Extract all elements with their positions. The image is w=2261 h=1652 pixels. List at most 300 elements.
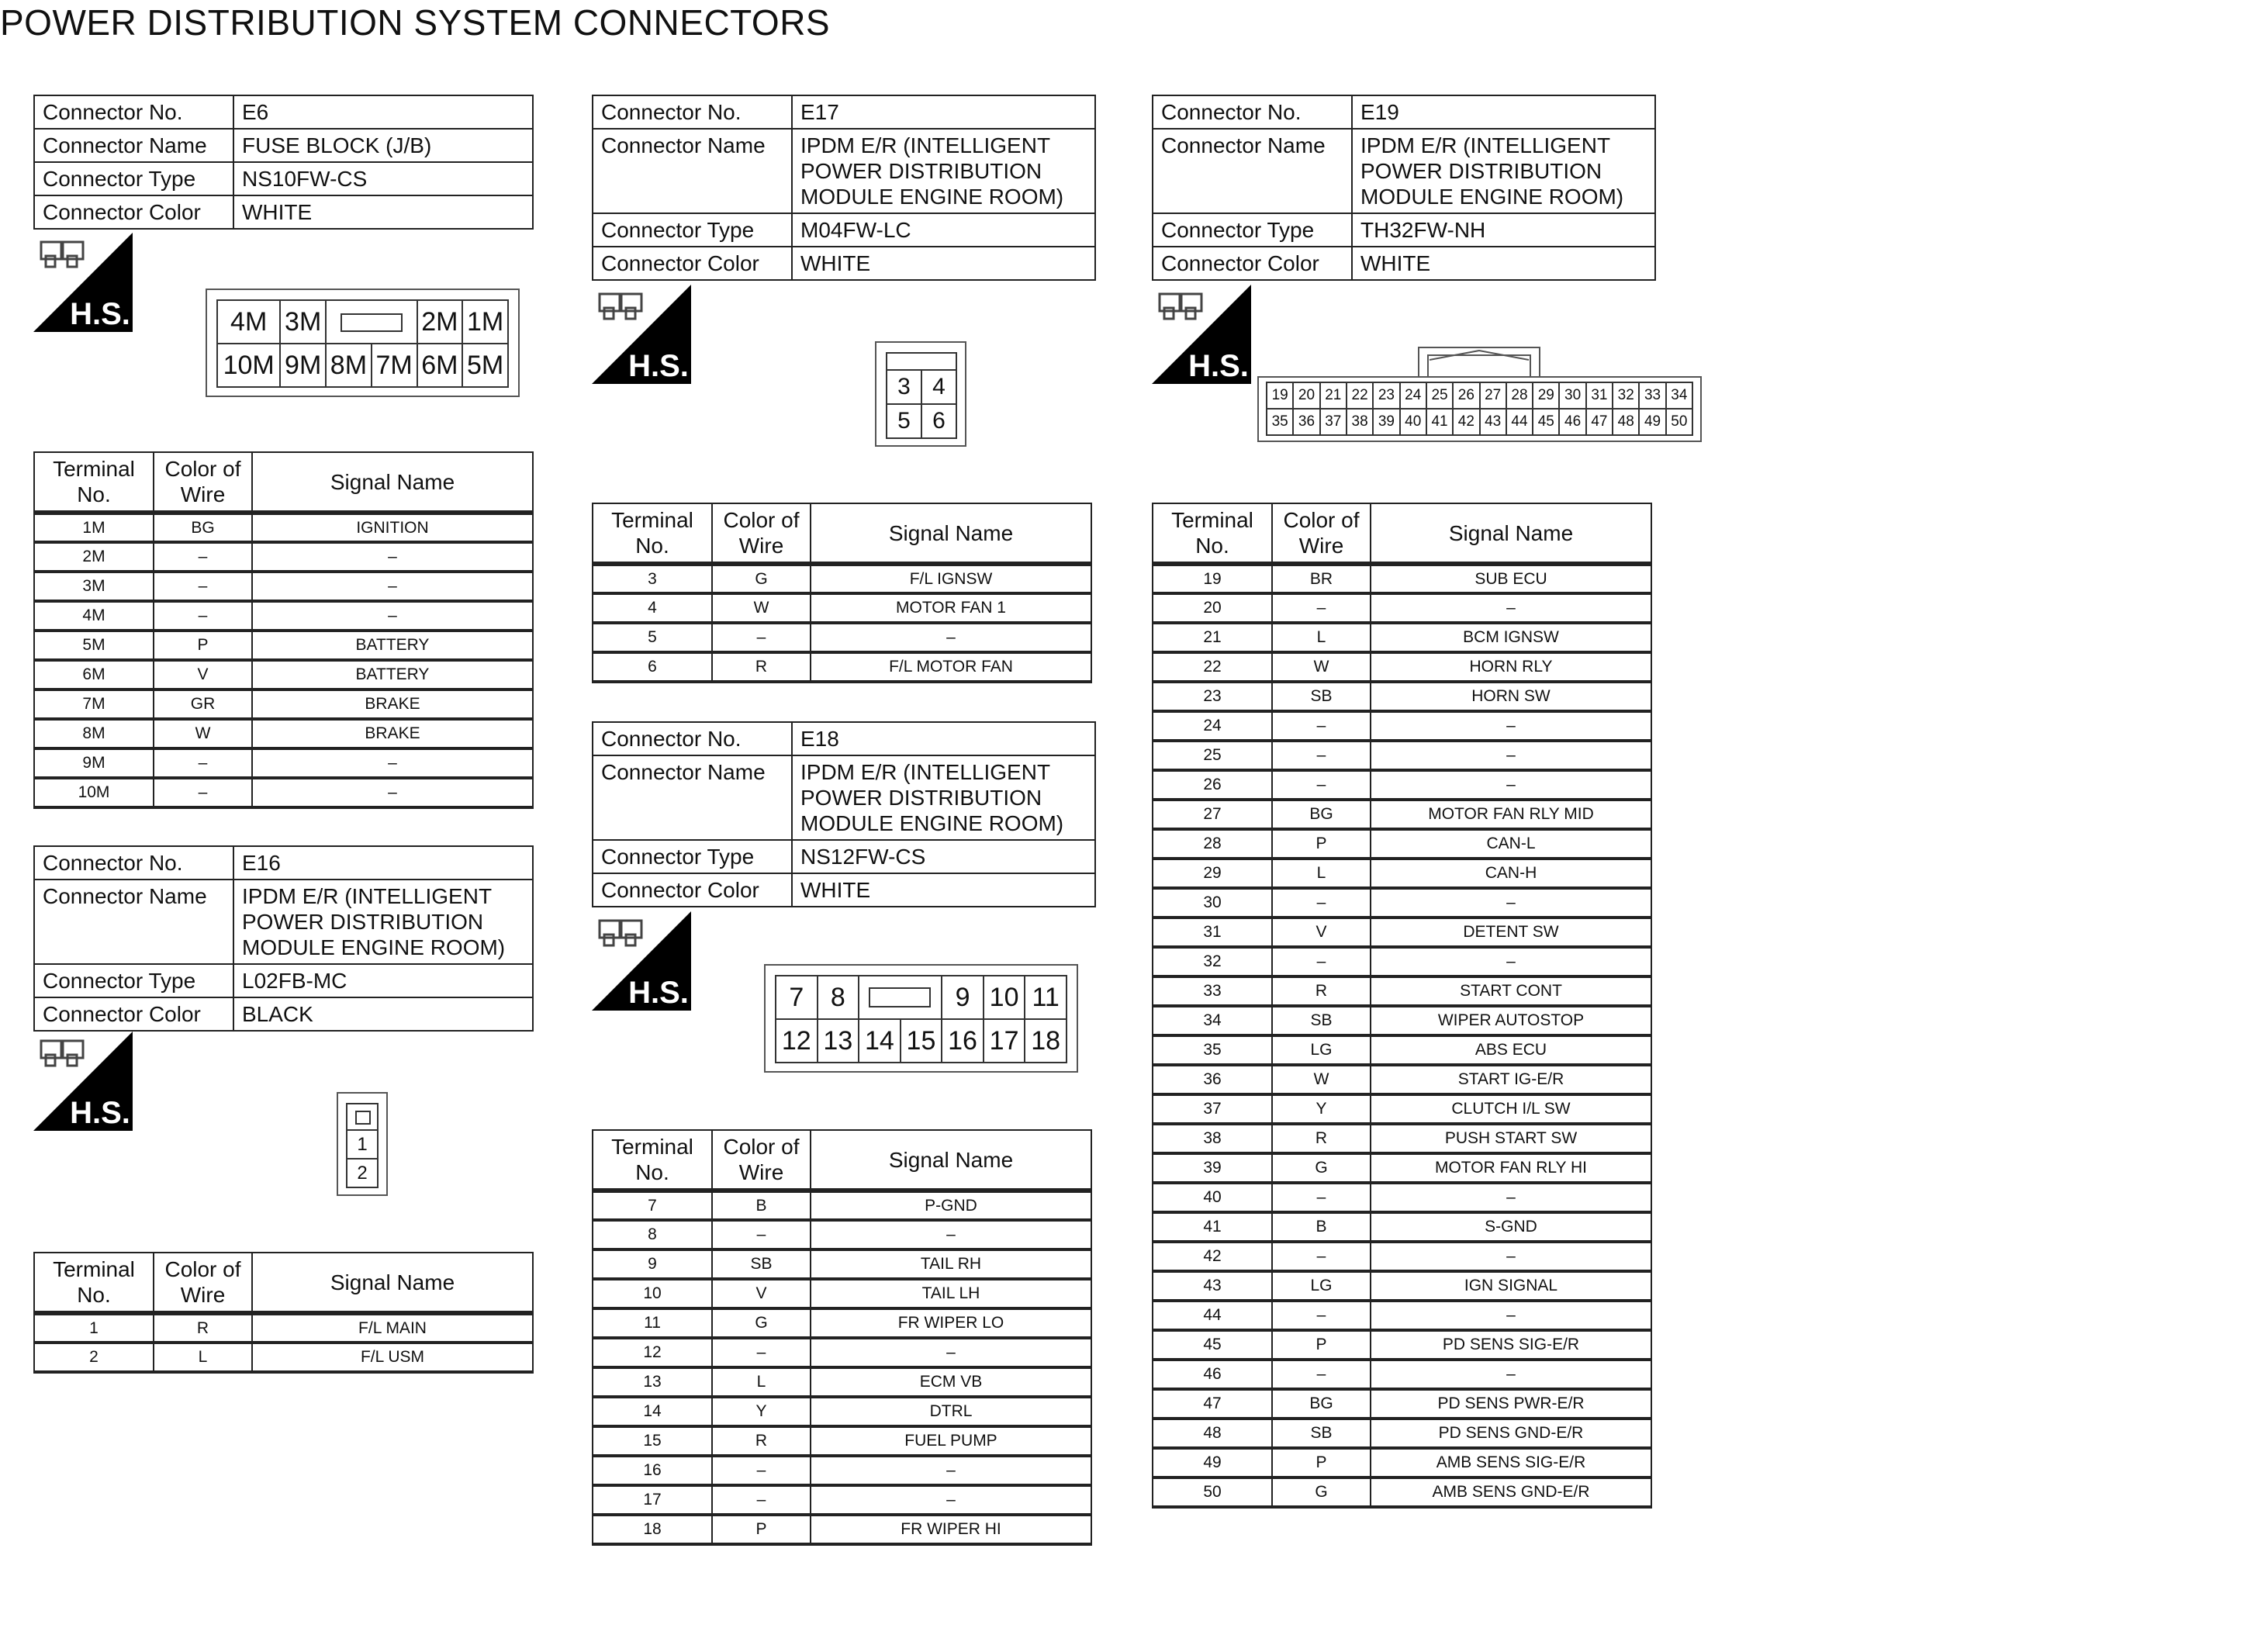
table-row xyxy=(1153,1094,1651,1124)
svg-text:H.S.: H.S. xyxy=(1188,349,1249,383)
signal-name: – xyxy=(1371,741,1651,770)
table-row xyxy=(34,1343,533,1372)
wire-color: R xyxy=(1272,1124,1371,1153)
terminal-no: 16 xyxy=(593,1456,712,1485)
terminal-no: 22 xyxy=(1153,652,1272,682)
wire-color: V xyxy=(1272,918,1371,947)
pin: 6M xyxy=(417,344,463,387)
table-row xyxy=(1153,652,1651,682)
signal-name: – xyxy=(1371,770,1651,800)
connector-name: IPDM E/R (INTELLIGENT POWER DISTRIBUTION MODULE ENGINE ROOM) xyxy=(1352,129,1655,213)
table-row xyxy=(1153,770,1651,800)
wire-color: B xyxy=(1272,1212,1371,1242)
connector-color: WHITE xyxy=(792,873,1095,907)
wire-color: – xyxy=(712,1456,811,1485)
wire-color: BG xyxy=(154,513,252,542)
pin: 40 xyxy=(1400,409,1426,435)
pin: 23 xyxy=(1373,382,1399,409)
terminal-no: 39 xyxy=(1153,1153,1272,1183)
wire-color: – xyxy=(1272,888,1371,918)
table-row xyxy=(1153,859,1651,888)
table-row xyxy=(1153,564,1651,593)
pin: 29 xyxy=(1533,382,1559,409)
signal-name: TAIL LH xyxy=(811,1279,1091,1308)
connector-no: E17 xyxy=(792,95,1095,129)
pin: 9M xyxy=(280,344,326,387)
terminal-no: 15 xyxy=(593,1426,712,1456)
terminal-no: 45 xyxy=(1153,1330,1272,1360)
table-row xyxy=(34,1313,533,1343)
wire-color: – xyxy=(712,623,811,652)
signal-name: – xyxy=(811,1456,1091,1485)
signal-name: FUEL PUMP xyxy=(811,1426,1091,1456)
signal-name: – xyxy=(811,1485,1091,1515)
connector-latch xyxy=(859,976,942,1019)
pin: 50 xyxy=(1666,409,1692,435)
pin: 9 xyxy=(942,976,984,1019)
table-row xyxy=(1153,829,1651,859)
table-row xyxy=(34,513,533,542)
table-row xyxy=(593,1456,1091,1485)
pin: 27 xyxy=(1480,382,1506,409)
wire-color-header: Color of Wire xyxy=(712,1130,811,1191)
terminal-no: 29 xyxy=(1153,859,1272,888)
terminal-no: 33 xyxy=(1153,976,1272,1006)
table-row xyxy=(34,689,533,719)
pin: 13 xyxy=(818,1019,859,1063)
terminal-no: 5M xyxy=(34,631,154,660)
signal-name: – xyxy=(252,778,533,807)
signal-name-header: Signal Name xyxy=(1371,503,1651,564)
signal-name: START IG-E/R xyxy=(1371,1065,1651,1094)
signal-name: – xyxy=(252,748,533,778)
table-row xyxy=(34,572,533,601)
wire-color-header: Color of Wire xyxy=(712,503,811,564)
pin: 18 xyxy=(1025,1019,1067,1063)
signal-name: SUB ECU xyxy=(1371,564,1651,593)
wire-color: – xyxy=(1272,947,1371,976)
pin: 1 xyxy=(347,1130,378,1159)
wire-color: LG xyxy=(1272,1035,1371,1065)
signal-name-header: Signal Name xyxy=(811,503,1091,564)
wire-color: – xyxy=(712,1485,811,1515)
wire-color: – xyxy=(1272,741,1371,770)
terminal-no: 12 xyxy=(593,1338,712,1367)
pin: 8 xyxy=(818,976,859,1019)
wire-color: – xyxy=(1272,711,1371,741)
wire-color: G xyxy=(712,564,811,593)
pin: 6 xyxy=(921,404,956,438)
terminal-no: 37 xyxy=(1153,1094,1272,1124)
wire-color: G xyxy=(1272,1477,1371,1507)
table-row xyxy=(1153,1448,1651,1477)
wire-color: SB xyxy=(712,1249,811,1279)
signal-name: FR WIPER LO xyxy=(811,1308,1091,1338)
table-row xyxy=(593,1515,1091,1544)
connector-no: E16 xyxy=(233,846,533,880)
table-row xyxy=(1153,1419,1651,1448)
pin: 19 xyxy=(1267,382,1293,409)
signal-name: – xyxy=(1371,593,1651,623)
signal-name: – xyxy=(1371,1301,1651,1330)
page-title: POWER DISTRIBUTION SYSTEM CONNECTORS xyxy=(0,2,831,43)
pin: 12 xyxy=(776,1019,818,1063)
signal-name: BRAKE xyxy=(252,689,533,719)
signal-name: AMB SENS SIG-E/R xyxy=(1371,1448,1651,1477)
signal-name: BATTERY xyxy=(252,660,533,689)
table-row xyxy=(1153,1271,1651,1301)
terminal-no: 25 xyxy=(1153,741,1272,770)
table-row xyxy=(1153,741,1651,770)
wire-color: BG xyxy=(1272,800,1371,829)
table-row xyxy=(34,748,533,778)
table-row xyxy=(593,1485,1091,1515)
wire-color: P xyxy=(154,631,252,660)
signal-name: CLUTCH I/L SW xyxy=(1371,1094,1651,1124)
wire-color: – xyxy=(1272,770,1371,800)
wire-color: Y xyxy=(1272,1094,1371,1124)
terminal-no: 3M xyxy=(34,572,154,601)
terminal-no: 35 xyxy=(1153,1035,1272,1065)
table-row xyxy=(1153,1183,1651,1212)
terminal-no: 41 xyxy=(1153,1212,1272,1242)
signal-name: DTRL xyxy=(811,1397,1091,1426)
pin: 3M xyxy=(280,300,326,344)
terminal-table-e19 xyxy=(1152,503,1652,1509)
connector-info-e17: Connector No. E17 Connector Name IPDM E/R (INTELLIGENT POWER DISTRIBUTION MODULE ENGINE ROOM) Connector Type M04FW-LC Connector Color WHITE xyxy=(592,95,1096,281)
pin: 42 xyxy=(1453,409,1479,435)
signal-name: BRAKE xyxy=(252,719,533,748)
wire-color: – xyxy=(1272,1301,1371,1330)
wire-color-header: Color of Wire xyxy=(154,1253,252,1313)
pin: 3 xyxy=(887,370,921,404)
table-row xyxy=(593,1308,1091,1338)
terminal-table-e17 xyxy=(592,503,1092,683)
terminal-no: 44 xyxy=(1153,1301,1272,1330)
connector-color: WHITE xyxy=(233,195,533,229)
terminal-no: 8 xyxy=(593,1220,712,1249)
wire-color: V xyxy=(154,660,252,689)
table-row xyxy=(593,1249,1091,1279)
wire-color: G xyxy=(1272,1153,1371,1183)
terminal-no: 42 xyxy=(1153,1242,1272,1271)
svg-text:H.S.: H.S. xyxy=(628,349,689,383)
wire-color: R xyxy=(1272,976,1371,1006)
wire-color: BR xyxy=(1272,564,1371,593)
wire-color: W xyxy=(712,593,811,623)
terminal-table-e18 xyxy=(592,1129,1092,1546)
signal-name: FR WIPER HI xyxy=(811,1515,1091,1544)
wire-color: P xyxy=(712,1515,811,1544)
signal-name: CAN-H xyxy=(1371,859,1651,888)
terminal-no: 50 xyxy=(1153,1477,1272,1507)
table-row xyxy=(1153,1065,1651,1094)
table-row xyxy=(1153,1035,1651,1065)
pin: 45 xyxy=(1533,409,1559,435)
signal-name-header: Signal Name xyxy=(252,1253,533,1313)
connector-face-e17 xyxy=(875,341,966,447)
table-row xyxy=(1153,623,1651,652)
wire-color: – xyxy=(1272,1242,1371,1271)
terminal-no: 6 xyxy=(593,652,712,682)
signal-name: PD SENS PWR-E/R xyxy=(1371,1389,1651,1419)
pin: 4 xyxy=(921,370,956,404)
connector-face-e16 xyxy=(337,1092,388,1196)
table-row xyxy=(593,652,1091,682)
pin: 26 xyxy=(1453,382,1479,409)
wire-color: – xyxy=(712,1338,811,1367)
terminal-no: 19 xyxy=(1153,564,1272,593)
connector-no: E6 xyxy=(233,95,533,129)
connector-name: FUSE BLOCK (J/B) xyxy=(233,129,533,162)
wire-color: R xyxy=(154,1313,252,1343)
table-row xyxy=(1153,1242,1651,1271)
wire-color-header: Color of Wire xyxy=(154,452,252,513)
pin: 39 xyxy=(1373,409,1399,435)
signal-name: PD SENS SIG-E/R xyxy=(1371,1330,1651,1360)
table-row xyxy=(593,1279,1091,1308)
pin: 25 xyxy=(1426,382,1453,409)
table-row xyxy=(1153,1124,1651,1153)
connector-type: M04FW-LC xyxy=(792,213,1095,247)
terminal-no: 48 xyxy=(1153,1419,1272,1448)
terminal-no: 13 xyxy=(593,1367,712,1397)
wire-color: W xyxy=(1272,1065,1371,1094)
signal-name: AMB SENS GND-E/R xyxy=(1371,1477,1651,1507)
wire-color: L xyxy=(1272,859,1371,888)
signal-name: ABS ECU xyxy=(1371,1035,1651,1065)
pin: 35 xyxy=(1267,409,1293,435)
wire-color: B xyxy=(712,1191,811,1220)
wire-color: – xyxy=(1272,1183,1371,1212)
wire-color: V xyxy=(712,1279,811,1308)
hs-badge xyxy=(592,285,691,384)
table-row xyxy=(593,1367,1091,1397)
connector-info-e19: Connector No. E19 Connector Name IPDM E/R (INTELLIGENT POWER DISTRIBUTION MODULE ENGINE ROOM) Connector Type TH32FW-NH Connector Color WHITE xyxy=(1152,95,1656,281)
terminal-no: 27 xyxy=(1153,800,1272,829)
pin: 47 xyxy=(1586,409,1613,435)
table-row xyxy=(593,1426,1091,1456)
pin: 46 xyxy=(1559,409,1585,435)
wire-color: L xyxy=(712,1367,811,1397)
connector-name: IPDM E/R (INTELLIGENT POWER DISTRIBUTION MODULE ENGINE ROOM) xyxy=(792,755,1095,840)
connector-info-e6: Connector No. E6 Connector Name FUSE BLOCK (J/B) Connector Type NS10FW-CS Connector Color WHITE xyxy=(33,95,534,230)
terminal-no: 8M xyxy=(34,719,154,748)
pin: 5M xyxy=(462,344,508,387)
terminal-no: 20 xyxy=(1153,593,1272,623)
terminal-no: 9M xyxy=(34,748,154,778)
table-row xyxy=(34,542,533,572)
terminal-no: 23 xyxy=(1153,682,1272,711)
terminal-no: 28 xyxy=(1153,829,1272,859)
signal-name: – xyxy=(1371,1242,1651,1271)
pin: 20 xyxy=(1293,382,1319,409)
connector-type: L02FB-MC xyxy=(233,964,533,997)
signal-name: – xyxy=(252,572,533,601)
connector-type: TH32FW-NH xyxy=(1352,213,1655,247)
terminal-no: 6M xyxy=(34,660,154,689)
connector-name: IPDM E/R (INTELLIGENT POWER DISTRIBUTION MODULE ENGINE ROOM) xyxy=(233,880,533,964)
table-row xyxy=(1153,1212,1651,1242)
table-row xyxy=(1153,1389,1651,1419)
pin: 7 xyxy=(776,976,818,1019)
wire-color: R xyxy=(712,1426,811,1456)
pin: 30 xyxy=(1559,382,1585,409)
wire-color: LG xyxy=(1272,1271,1371,1301)
table-row xyxy=(1153,1006,1651,1035)
terminal-no: 7M xyxy=(34,689,154,719)
wire-color: – xyxy=(154,542,252,572)
table-row xyxy=(1153,976,1651,1006)
wire-color: SB xyxy=(1272,1419,1371,1448)
terminal-no: 18 xyxy=(593,1515,712,1544)
pin: 36 xyxy=(1293,409,1319,435)
hs-badge xyxy=(592,911,691,1011)
signal-name: HORN SW xyxy=(1371,682,1651,711)
pin: 7M xyxy=(372,344,417,387)
hs-badge xyxy=(1152,285,1251,384)
signal-name: F/L IGNSW xyxy=(811,564,1091,593)
signal-name: ECM VB xyxy=(811,1367,1091,1397)
hs-badge xyxy=(33,1032,133,1131)
pin: 38 xyxy=(1347,409,1373,435)
connector-color: WHITE xyxy=(792,247,1095,280)
terminal-no: 2M xyxy=(34,542,154,572)
wire-color: SB xyxy=(1272,1006,1371,1035)
wire-color: – xyxy=(1272,1360,1371,1389)
terminal-table-e16 xyxy=(33,1252,534,1374)
signal-name: – xyxy=(811,1220,1091,1249)
signal-name: START CONT xyxy=(1371,976,1651,1006)
pin: 14 xyxy=(859,1019,901,1063)
table-row xyxy=(34,719,533,748)
signal-name: PD SENS GND-E/R xyxy=(1371,1419,1651,1448)
terminal-no-header: Terminal No. xyxy=(593,503,712,564)
pin: 1M xyxy=(462,300,508,344)
signal-name: MOTOR FAN RLY MID xyxy=(1371,800,1651,829)
table-row xyxy=(1153,947,1651,976)
signal-name: MOTOR FAN 1 xyxy=(811,593,1091,623)
pin: 49 xyxy=(1639,409,1665,435)
terminal-no: 14 xyxy=(593,1397,712,1426)
pin: 48 xyxy=(1613,409,1639,435)
wire-color: W xyxy=(1272,652,1371,682)
table-row xyxy=(593,623,1091,652)
pin: 41 xyxy=(1426,409,1453,435)
signal-name: CAN-L xyxy=(1371,829,1651,859)
terminal-no: 47 xyxy=(1153,1389,1272,1419)
pin: 2M xyxy=(417,300,463,344)
pin: 28 xyxy=(1506,382,1533,409)
signal-name: BATTERY xyxy=(252,631,533,660)
signal-name: TAIL RH xyxy=(811,1249,1091,1279)
table-row xyxy=(593,593,1091,623)
wire-color: SB xyxy=(1272,682,1371,711)
terminal-no-header: Terminal No. xyxy=(34,452,154,513)
table-row xyxy=(34,631,533,660)
table-row xyxy=(593,1338,1091,1367)
wire-color: L xyxy=(1272,623,1371,652)
table-row xyxy=(34,778,533,807)
signal-name: F/L USM xyxy=(252,1343,533,1372)
wire-color: P xyxy=(1272,829,1371,859)
signal-name: – xyxy=(1371,711,1651,741)
terminal-no: 5 xyxy=(593,623,712,652)
signal-name: – xyxy=(1371,1360,1651,1389)
connector-latch xyxy=(326,300,417,344)
signal-name: – xyxy=(1371,947,1651,976)
terminal-no: 40 xyxy=(1153,1183,1272,1212)
signal-name: DETENT SW xyxy=(1371,918,1651,947)
terminal-no: 2 xyxy=(34,1343,154,1372)
table-row xyxy=(1153,1477,1651,1507)
pin: 10 xyxy=(984,976,1025,1019)
signal-name: – xyxy=(811,1338,1091,1367)
table-row xyxy=(1153,888,1651,918)
table-row xyxy=(593,1397,1091,1426)
terminal-no: 31 xyxy=(1153,918,1272,947)
table-row xyxy=(593,1220,1091,1249)
connector-name: IPDM E/R (INTELLIGENT POWER DISTRIBUTION MODULE ENGINE ROOM) xyxy=(792,129,1095,213)
wire-color: W xyxy=(154,719,252,748)
wire-color: L xyxy=(154,1343,252,1372)
connector-face-e19 xyxy=(1257,344,1702,442)
wire-color: BG xyxy=(1272,1389,1371,1419)
table-row xyxy=(1153,918,1651,947)
wire-color: R xyxy=(712,652,811,682)
pin: 22 xyxy=(1347,382,1373,409)
svg-text:H.S.: H.S. xyxy=(70,1096,130,1130)
table-row xyxy=(1153,1360,1651,1389)
hs-badge xyxy=(33,233,133,332)
connector-type: NS12FW-CS xyxy=(792,840,1095,873)
table-row xyxy=(593,564,1091,593)
wire-color: – xyxy=(1272,593,1371,623)
pin: 11 xyxy=(1025,976,1067,1019)
table-row xyxy=(1153,1330,1651,1360)
pin: 15 xyxy=(901,1019,942,1063)
wire-color: – xyxy=(154,748,252,778)
pin: 10M xyxy=(217,344,280,387)
terminal-no-header: Terminal No. xyxy=(34,1253,154,1313)
terminal-no: 4 xyxy=(593,593,712,623)
terminal-no: 3 xyxy=(593,564,712,593)
pin: 44 xyxy=(1506,409,1533,435)
terminal-no: 26 xyxy=(1153,770,1272,800)
svg-text:H.S.: H.S. xyxy=(628,976,689,1010)
terminal-no: 38 xyxy=(1153,1124,1272,1153)
terminal-no: 1M xyxy=(34,513,154,542)
wire-color-header: Color of Wire xyxy=(1272,503,1371,564)
svg-text:H.S.: H.S. xyxy=(70,297,130,331)
connector-type: NS10FW-CS xyxy=(233,162,533,195)
pin: 43 xyxy=(1480,409,1506,435)
signal-name: – xyxy=(811,623,1091,652)
wire-color: – xyxy=(154,572,252,601)
table-row xyxy=(1153,1153,1651,1183)
signal-name: BCM IGNSW xyxy=(1371,623,1651,652)
signal-name-header: Signal Name xyxy=(252,452,533,513)
terminal-no: 4M xyxy=(34,601,154,631)
terminal-no: 11 xyxy=(593,1308,712,1338)
wire-color: G xyxy=(712,1308,811,1338)
signal-name: IGNITION xyxy=(252,513,533,542)
pin: 37 xyxy=(1320,409,1347,435)
signal-name: IGN SIGNAL xyxy=(1371,1271,1651,1301)
connector-latch xyxy=(347,1104,378,1130)
terminal-no: 43 xyxy=(1153,1271,1272,1301)
terminal-no: 24 xyxy=(1153,711,1272,741)
